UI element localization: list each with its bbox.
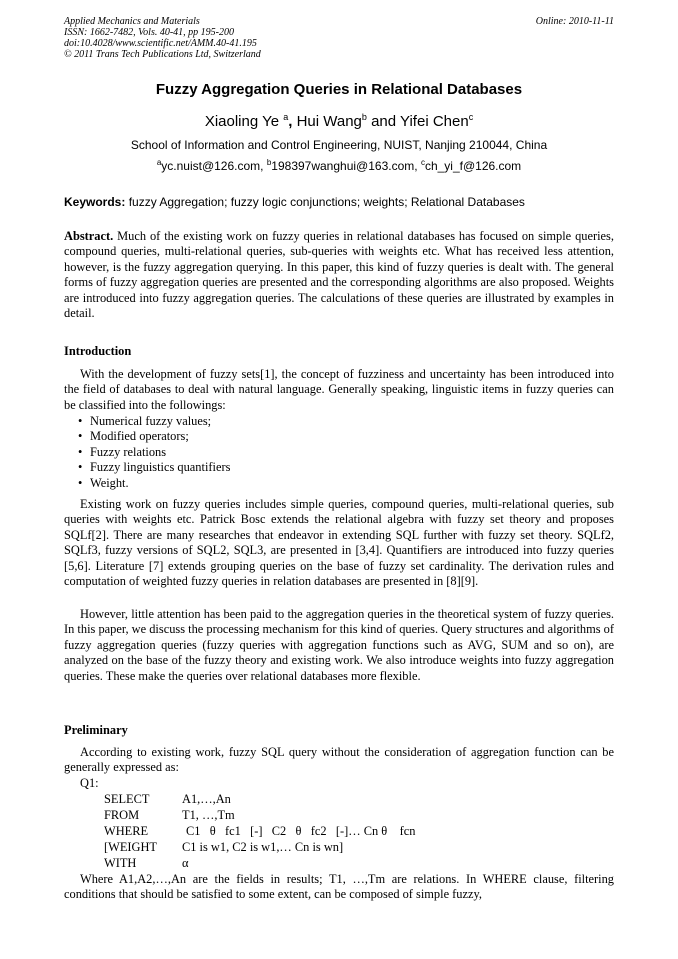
bullet-icon: • <box>78 429 83 444</box>
list-item: • Fuzzy relations <box>78 444 167 459</box>
intro-paragraph-3: However, little attention has been paid to the aggregation queries in the theoretical system of fuzzy queries. In this paper, we discuss the processing mechanism for this kind of queries. Query structures and algorithms of fuzzy aggregation queries (fuzzy queries with aggregation functions such as AVG, SUM and so on), are analyzed on the base of the fuzzy theory and existing work. We also introduce weights into fuzzy aggregation queries. These make the queries over relational databases more flexible. <box>64 607 614 683</box>
email-address: ch_yi_f@126.com <box>424 159 522 173</box>
copyright-line: © 2011 Trans Tech Publications Ltd, Switzerland <box>64 49 261 60</box>
journal-name: Applied Mechanics and Materials <box>64 16 200 27</box>
list-item: • Numerical fuzzy values; <box>78 414 212 428</box>
intro-paragraph-1: With the development of fuzzy sets[1], the concept of fuzziness and uncertainty has been introduced into the field of databases to deal with natural language. Generally speaking, linguistic items in fuzzy queries can be classified into the followings: <box>64 367 614 412</box>
keywords <box>64 195 624 209</box>
bullet-list <box>78 414 230 491</box>
author-separator: , <box>288 113 293 130</box>
query-keyword: WITH <box>104 856 137 870</box>
email-sup: c <box>420 158 425 167</box>
journal-header <box>64 16 261 60</box>
query-keyword: FROM <box>104 808 140 822</box>
preliminary-paragraph-2: Where A1,A2,…,An are the fields in results; T1, …,Tm are relations. In WHERE clause, filtering conditions that should be satisfied to some extent, can be composed of simple fuzzy, <box>64 872 614 902</box>
author-sup: c <box>468 112 474 122</box>
bullet-icon: • <box>78 414 83 428</box>
query-argument: A1,…,An <box>182 792 231 806</box>
bullet-icon: • <box>78 444 83 459</box>
author-sup: a <box>283 112 289 122</box>
query-argument: C1 is w1, C2 is w1,… Cn is wn] <box>182 840 344 854</box>
issn-line: ISSN: 1662-7482, Vols. 40-41, pp 195-200 <box>64 27 234 38</box>
author-name: Hui Wang <box>296 113 362 130</box>
author-separator: and <box>371 113 397 130</box>
query-argument: α <box>182 856 189 870</box>
email-line <box>0 158 678 173</box>
affiliation: School of Information and Control Engineering, NUIST, Nanjing 210044, China <box>130 138 548 152</box>
author-name: Xiaoling Ye <box>204 113 280 130</box>
list-item: • Modified operators; <box>78 429 189 444</box>
abstract-label: Abstract. <box>64 229 114 243</box>
query-argument: T1, …,Tm <box>182 808 235 822</box>
author-line <box>0 112 678 130</box>
email-address: 198397wanghui@163.com, <box>271 159 418 173</box>
query-keyword: WHERE <box>104 824 149 838</box>
query-argument: C1 θ fc1 [-] C2 θ fc2 [-]… Cn θ fcn <box>186 824 416 838</box>
doi-line: doi:10.4028/www.scientific.net/AMM.40-41.195 <box>64 38 257 49</box>
query-keyword: SELECT <box>104 792 150 806</box>
query-keyword: [WEIGHT <box>104 840 157 854</box>
preliminary-heading: Preliminary <box>64 723 128 737</box>
email-address: yc.nuist@126.com, <box>161 159 264 173</box>
online-date: Online: 2010-11-11 <box>535 16 614 27</box>
bullet-icon: • <box>78 460 83 475</box>
query-label: Q1: <box>80 776 99 790</box>
author-name: Yifei Chen <box>400 113 469 130</box>
list-item: • Fuzzy linguistics quantifiers <box>78 460 231 475</box>
abstract-text: Much of the existing work on fuzzy queries in relational databases has focused on simple queries, compound queries, multi-relational queries, sub-queries with weights etc. What has received less attention, however, is the fuzzy aggregation querying. In this paper, this kind of fuzzy queries is dealt with. The general forms of fuzzy aggregation queries are presented and the corresponding algorithms are also proposed. Weights are introduced into fuzzy aggregation queries. The calculations of these queries are illustrated by examples in detail. <box>64 229 614 321</box>
preliminary-paragraph-1: According to existing work, fuzzy SQL query without the consideration of aggregation function can be generally expressed as: <box>64 745 614 775</box>
paper-title: Fuzzy Aggregation Queries in Relational Databases <box>155 81 523 98</box>
list-item: • Weight. <box>78 475 129 490</box>
bullet-icon: • <box>78 475 83 490</box>
email-sup: a <box>156 158 162 167</box>
email-sup: b <box>266 158 272 167</box>
abstract <box>64 229 614 321</box>
keywords-text: fuzzy Aggregation; fuzzy logic conjunctions; weights; Relational Databases <box>128 195 525 209</box>
intro-heading: Introduction <box>64 344 132 358</box>
keywords-label: Keywords: <box>64 195 126 209</box>
intro-paragraph-2: Existing work on fuzzy queries includes simple queries, compound queries, multi-relational queries, sub queries with weights etc. Patrick Bosc extends the relational algebra with fuzzy set theory and proposes SQLf[2]. There are many researches that endeavor in extending SQL further with fuzzy set theory. SQLf2, SQLf3, fuzzy versions of SQL2, SQL3, are presented in [3,4]. Quantifiers are introduced into fuzzy queries [5,6]. Literature [7] extends grouping queries on the base of fuzzy set cardinality. The derivation rules and computation of weighted fuzzy queries in relation databases are presented in [8][9]. <box>64 497 614 589</box>
author-sup: b <box>361 112 367 122</box>
